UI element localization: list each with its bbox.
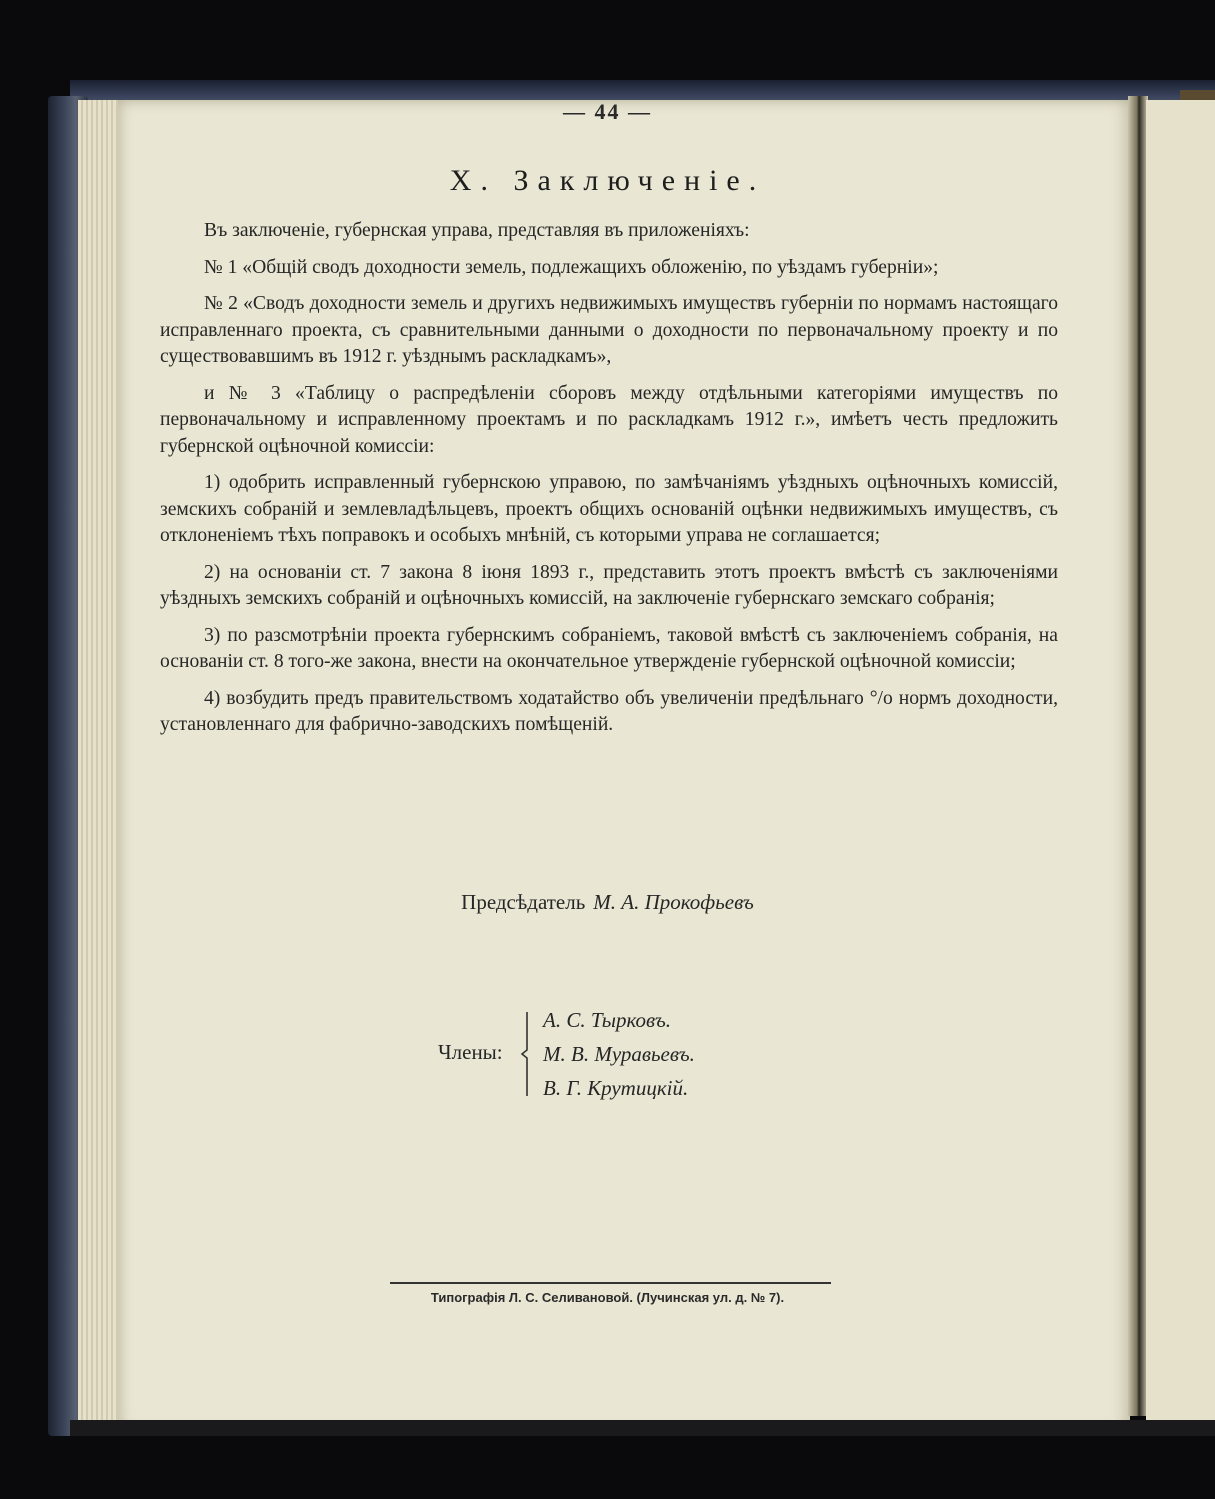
members-label: Члены: — [438, 1040, 503, 1064]
paragraph-attachment-1: № 1 «Общiй сводъ доходности земель, подлежащихъ обложенiю, по уѣздамъ губернiи»; — [204, 256, 939, 278]
members-list — [543, 1003, 695, 1105]
next-page-edge — [1146, 100, 1215, 1420]
members-brace — [520, 1012, 530, 1096]
footer-rule — [390, 1282, 831, 1284]
member-name: А. С. Тырковъ. — [543, 1008, 671, 1032]
paragraph-attachment-2: № 2 «Сводъ доходности земель и другихъ недвижимыхъ имуществъ губернiи по нормамъ настоящаго исправленнаго проекта, съ сравнительными данными о доходности по первоначальному проекту и по существовавшимъ въ 1912 г. уѣзднымъ раскладкамъ», — [160, 293, 1058, 367]
paragraph-attachment-3: и № 3 «Таблицу о распредѣленiи сборовъ между отдѣльными категорiями имуществъ по первоначальному и исправленному проектамъ и по раскладкамъ 1912 г.», имѣетъ честь предложить губернской оцѣночной комиссiи: — [160, 382, 1058, 457]
paragraph-item-2: 2) на основанiи ст. 7 закона 8 iюня 1893 г., представить этотъ проектъ вмѣстѣ съ заключенiями уѣздныхъ земскихъ собранiй и оцѣночныхъ комиссiй, на заключенiе губернскаго земскаго собранiя; — [160, 561, 1058, 609]
printer-imprint: Типографiя Л. С. Селивановой. (Лучинская ул. д. № 7). — [430, 1290, 785, 1305]
chair-signature — [0, 890, 1215, 915]
paragraph-item-4: 4) возбудить предъ правительствомъ ходатайство объ увеличенiи предѣльнаго °/о нормъ доходности, установленнаго для фабрично-заводскихъ помѣщенiй. — [160, 687, 1058, 735]
member-name: В. Г. Крутицкiй. — [543, 1076, 689, 1100]
bottom-shadow — [70, 1420, 1215, 1436]
paragraph-item-1: 1) одобрить исправленный губернскою управою, по замѣчанiямъ уѣздныхъ оцѣночныхъ комиссiй, земскихъ собранiй и землевладѣльцевъ, проектъ общихъ основанiй оцѣнки недвижимыхъ имуществъ, съ отклоненiемъ тѣхъ поправокъ и особыхъ мнѣнiй, съ которыми управа не соглашается; — [160, 472, 1058, 546]
page-number: — 44 — — [563, 99, 652, 124]
chair-name: М. А. Прокофьевъ — [593, 890, 754, 914]
member-name: М. В. Муравьевъ. — [543, 1042, 695, 1066]
chair-title: Предсѣдатель — [461, 890, 586, 914]
paragraph-item-3: 3) по разсмотрѣнiи проекта губернскимъ собранiемъ, таковой вмѣстѣ съ заключенiемъ собранiя, на основанiи ст. 8 того-же закона, внести на окончательное утвержденiе губернской оцѣночной комиссiи; — [160, 624, 1058, 672]
book-gutter — [1128, 96, 1148, 1416]
body-text — [160, 218, 1058, 749]
paragraph-intro: Въ заключенiе, губернская управа, представляя въ приложенiяхъ: — [204, 220, 750, 241]
section-heading: X. Заключенiе. — [449, 164, 766, 197]
